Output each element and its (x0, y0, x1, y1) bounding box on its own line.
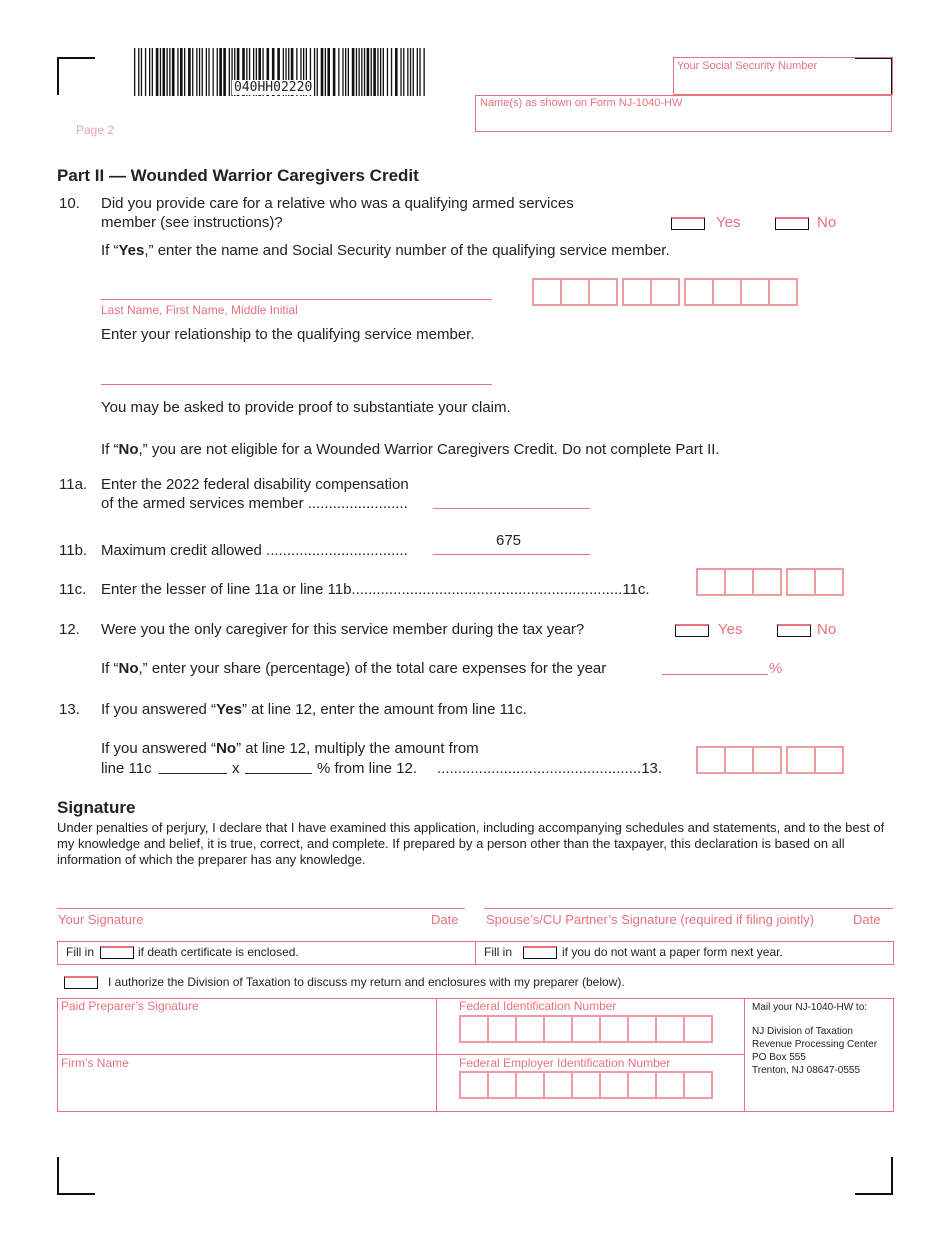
fed-id-digit[interactable] (459, 1015, 489, 1043)
q12-no-label: No (817, 621, 837, 638)
barcode-bar (348, 48, 349, 96)
barcode-bar (345, 48, 346, 96)
fein-digit[interactable] (599, 1071, 629, 1099)
fein-digit[interactable] (543, 1071, 573, 1099)
barcode-bar (208, 48, 209, 96)
declaration-text: Under penalties of perjury, I declare that I have examined this application, including accompanying schedules and statements, and to the best of my knowledge and belief, it is true, correct, and complete. If prepared by a person other than the taxpayer, this declaration is based on all information of which the preparer has any knowledge. (57, 820, 885, 867)
fed-id-digit[interactable] (599, 1015, 629, 1043)
barcode-bar (413, 48, 414, 96)
barcode-bar (325, 48, 326, 96)
q12-yes-checkbox[interactable] (675, 624, 709, 637)
q13-line2-pre: If you answered “ (101, 740, 217, 757)
barcode-bar (134, 48, 135, 96)
barcode-bar (419, 48, 420, 96)
q10-yes-label: Yes (716, 214, 741, 231)
name-label: Name(s) as shown on Form NJ-1040-HW (480, 97, 683, 109)
barcode-bar (400, 48, 401, 96)
q13-times: x (232, 760, 240, 777)
q11c-number: 11c. (59, 581, 87, 598)
barcode-bar (152, 48, 153, 96)
barcode-bar (172, 48, 175, 96)
barcode-bar (403, 48, 404, 96)
authorize-text: I authorize the Division of Taxation to discuss my return and enclosures with my preparer (below). (108, 975, 625, 989)
firm-name-label: Firm’s Name (61, 1056, 129, 1070)
ssn-digit[interactable] (560, 278, 590, 306)
barcode-bar (317, 48, 318, 96)
signature-title: Signature (57, 798, 136, 817)
preparer-signature-label: Paid Preparer’s Signature (61, 999, 199, 1013)
barcode-bar (424, 48, 425, 96)
fein-label: Federal Employer Identification Number (459, 1056, 671, 1070)
q13-line2 (101, 740, 479, 757)
barcode-bar (377, 48, 378, 96)
corner-mark-bottom-left (57, 1157, 95, 1195)
your-signature-line[interactable] (57, 908, 465, 909)
q11c-amount-boxes[interactable] (696, 568, 844, 596)
fed-id-digit[interactable] (683, 1015, 713, 1043)
fein-boxes[interactable] (459, 1071, 715, 1099)
barcode-bar (338, 48, 339, 96)
if-no-text (101, 441, 720, 458)
q13-line1-pre: If you answered “ (101, 701, 217, 718)
barcode-bar (141, 48, 142, 96)
mail-address-line: Trenton, NJ 08647-0555 (752, 1065, 861, 1076)
q10-if-yes-text (101, 242, 670, 259)
mail-address-line: PO Box 555 (752, 1052, 806, 1063)
mail-address-line: Revenue Processing Center (752, 1039, 878, 1050)
barcode-bar (395, 48, 398, 96)
your-date-label: Date (431, 912, 459, 927)
fed-id-digit[interactable] (515, 1015, 545, 1043)
relationship-prompt: Enter your relationship to the qualifying service member. (101, 326, 475, 343)
barcode-bar (184, 48, 185, 96)
ssn-digit[interactable] (532, 278, 562, 306)
barcode-bar (356, 48, 357, 96)
amount-digit[interactable] (724, 568, 754, 596)
q11a-number: 11a. (59, 476, 88, 493)
barcode-bar (367, 48, 370, 96)
q12-if-no-bold: No (118, 660, 139, 677)
barcode-bar (217, 48, 218, 96)
barcode-bar (169, 48, 170, 96)
page-number: Page 2 (76, 123, 115, 137)
barcode-bar (167, 48, 168, 96)
ssn-label: Your Social Security Number (677, 60, 818, 72)
q13-line1-bold: Yes (216, 701, 242, 718)
q10-number: 10. (59, 195, 80, 212)
barcode-bar (202, 48, 203, 96)
amount-digit[interactable] (696, 568, 726, 596)
fed-id-boxes[interactable] (459, 1015, 715, 1043)
barcode-bar (321, 48, 324, 96)
ssn-digit[interactable] (740, 278, 770, 306)
barcode-bar (206, 48, 207, 96)
barcode-bar (342, 48, 343, 96)
amount-digit[interactable] (814, 568, 844, 596)
q12-percentage-line[interactable] (662, 674, 768, 675)
barcode-bar (223, 48, 226, 96)
preparer-col-divider-2 (744, 998, 745, 1112)
spouse-signature-line[interactable] (484, 908, 893, 909)
q13-line3-b: % from line 12. (317, 760, 418, 777)
q11b-number: 11b. (59, 542, 88, 559)
barcode-bar (160, 48, 161, 96)
no-paper-checkbox[interactable] (523, 946, 557, 959)
q10-no-checkbox[interactable] (775, 217, 809, 230)
q10-if-yes-post: ,” enter the name and Social Security number of the qualifying service member. (144, 242, 670, 259)
q11b-text: Maximum credit allowed .................................. (101, 542, 408, 559)
barcode-bar (383, 48, 384, 96)
q13-line1-post: ” at line 12, enter the amount from line 11c. (241, 701, 527, 718)
barcode-bar (199, 48, 200, 96)
barcode-bar (180, 48, 183, 96)
barcode-text: 040HH02220 (234, 80, 313, 95)
ssn-digit[interactable] (650, 278, 680, 306)
ssn-digit[interactable] (622, 278, 652, 306)
q12-if-no-pre: If “ (101, 660, 119, 677)
barcode-bar (361, 48, 362, 96)
barcode-bar (333, 48, 336, 96)
barcode-bar (391, 48, 392, 96)
q13-line1 (101, 701, 527, 718)
ssn-digit[interactable] (712, 278, 742, 306)
q11a-text-line1: Enter the 2022 federal disability compensation (101, 476, 409, 493)
barcode-bar (196, 48, 197, 96)
q13-line3-a: line 11c (101, 760, 152, 777)
q12-no-checkbox[interactable] (777, 624, 811, 637)
fein-digit[interactable] (571, 1071, 601, 1099)
q13-number: 13. (59, 701, 80, 718)
barcode-bar (192, 48, 193, 96)
q12-number: 12. (59, 621, 80, 638)
fein-digit[interactable] (655, 1071, 685, 1099)
barcode-bar (387, 48, 388, 96)
death-cert-checkbox[interactable] (100, 946, 134, 959)
q13-line11c-blank[interactable] (159, 773, 227, 774)
amount-digit[interactable] (724, 746, 754, 774)
barcode-bar (371, 48, 372, 96)
barcode-bar (373, 48, 376, 96)
fein-digit[interactable] (515, 1071, 545, 1099)
amount-digit[interactable] (786, 746, 816, 774)
q10-if-yes-pre: If “ (101, 242, 119, 259)
fed-id-digit[interactable] (571, 1015, 601, 1043)
q10-no-label: No (817, 214, 837, 231)
barcode-bar (138, 48, 139, 96)
q11b-amount-line (433, 554, 590, 555)
q11a-text-line2: of the armed services member ........................ (101, 495, 408, 512)
q12-if-no-post: ,” enter your share (percentage) of the total care expenses for the year (138, 660, 607, 677)
no-paper-text: if you do not want a paper form next year. (562, 945, 783, 959)
barcode-bar (359, 48, 360, 96)
barcode-bar (156, 48, 159, 96)
mail-address-line: NJ Division of Taxation (752, 1026, 853, 1037)
q10-text-line1: Did you provide care for a relative who was a qualifying armed services (101, 195, 574, 212)
amount-digit[interactable] (696, 746, 726, 774)
barcode-bar (407, 48, 408, 96)
spouse-signature-label: Spouse’s/CU Partner’s Signature (required if filing jointly) (486, 912, 815, 927)
death-cert-text: if death certificate is enclosed. (138, 945, 299, 959)
barcode-bar (177, 48, 178, 96)
q10-if-yes-bold: Yes (118, 242, 145, 259)
fed-id-digit[interactable] (627, 1015, 657, 1043)
authorize-checkbox[interactable] (64, 976, 98, 989)
service-member-name-line[interactable] (101, 299, 492, 300)
relationship-line[interactable] (101, 384, 492, 385)
q12-text: Were you the only caregiver for this service member during the tax year? (101, 621, 585, 638)
q10-text-line2: member (see instructions)? (101, 214, 283, 231)
barcode-bar (145, 48, 146, 96)
mail-to-label: Mail your NJ-1040-HW to: (752, 1002, 868, 1013)
barcode-bar (213, 48, 214, 96)
amount-digit[interactable] (752, 746, 782, 774)
if-no-pre: If “ (101, 441, 119, 458)
q11a-amount-line[interactable] (433, 508, 590, 509)
ssn-digit[interactable] (768, 278, 798, 306)
q13-amount-boxes[interactable] (696, 746, 844, 774)
q11b-value: 675 (496, 532, 522, 549)
barcode-bar (229, 48, 230, 96)
fed-id-label: Federal Identification Number (459, 999, 617, 1013)
barcode-bar (163, 48, 166, 96)
amount-digit[interactable] (752, 568, 782, 596)
q12-percent-sign: % (769, 660, 783, 677)
if-no-post: ,” you are not eligible for a Wounded Warrior Caregivers Credit. Do not complete Part II. (138, 441, 720, 458)
q13-line3-dots: .................................................13. (437, 760, 663, 777)
barcode-bar (410, 48, 411, 96)
fein-digit[interactable] (487, 1071, 517, 1099)
part2-title: Part II — Wounded Warrior Caregivers Credit (57, 166, 419, 185)
fein-digit[interactable] (683, 1071, 713, 1099)
fein-digit[interactable] (459, 1071, 489, 1099)
if-no-bold: No (118, 441, 139, 458)
q12-if-no-text (101, 660, 606, 677)
no-paper-fill-in-label: Fill in (484, 945, 513, 959)
spouse-date-label: Date (853, 912, 881, 927)
fein-digit[interactable] (627, 1071, 657, 1099)
barcode-bar (364, 48, 365, 96)
your-signature-label: Your Signature (58, 912, 144, 927)
q13-line2-post: ” at line 12, multiply the amount from (236, 740, 479, 757)
q13-line2-bold: No (216, 740, 237, 757)
q11c-text: Enter the lesser of line 11a or line 11b.................................................................11c. (101, 581, 650, 598)
fill-in-divider (475, 941, 476, 965)
fed-id-digit[interactable] (543, 1015, 573, 1043)
preparer-row-divider (57, 1054, 744, 1055)
barcode-bar (380, 48, 381, 96)
preparer-col-divider-1 (436, 998, 437, 1112)
q10-yes-checkbox[interactable] (671, 217, 705, 230)
amount-digit[interactable] (786, 568, 816, 596)
fed-id-digit[interactable] (487, 1015, 517, 1043)
death-cert-fill-in-label: Fill in (66, 945, 95, 959)
barcode-bar (188, 48, 191, 96)
proof-text: You may be asked to provide proof to substantiate your claim. (101, 399, 511, 416)
corner-mark-bottom-right (855, 1157, 893, 1195)
fed-id-digit[interactable] (655, 1015, 685, 1043)
barcode-bar (417, 48, 418, 96)
amount-digit[interactable] (814, 746, 844, 774)
service-member-ssn[interactable] (532, 278, 798, 306)
service-member-name-caption: Last Name, First Name, Middle Initial (101, 303, 298, 317)
barcode-bar (149, 48, 150, 96)
ssn-digit[interactable] (588, 278, 618, 306)
barcode-bar (219, 48, 222, 96)
corner-mark-top-left (57, 57, 95, 95)
barcode-bar (327, 48, 330, 96)
q12-yes-label: Yes (718, 621, 743, 638)
barcode-bar (352, 48, 355, 96)
q13-percent-blank[interactable] (245, 773, 312, 774)
ssn-digit[interactable] (684, 278, 714, 306)
